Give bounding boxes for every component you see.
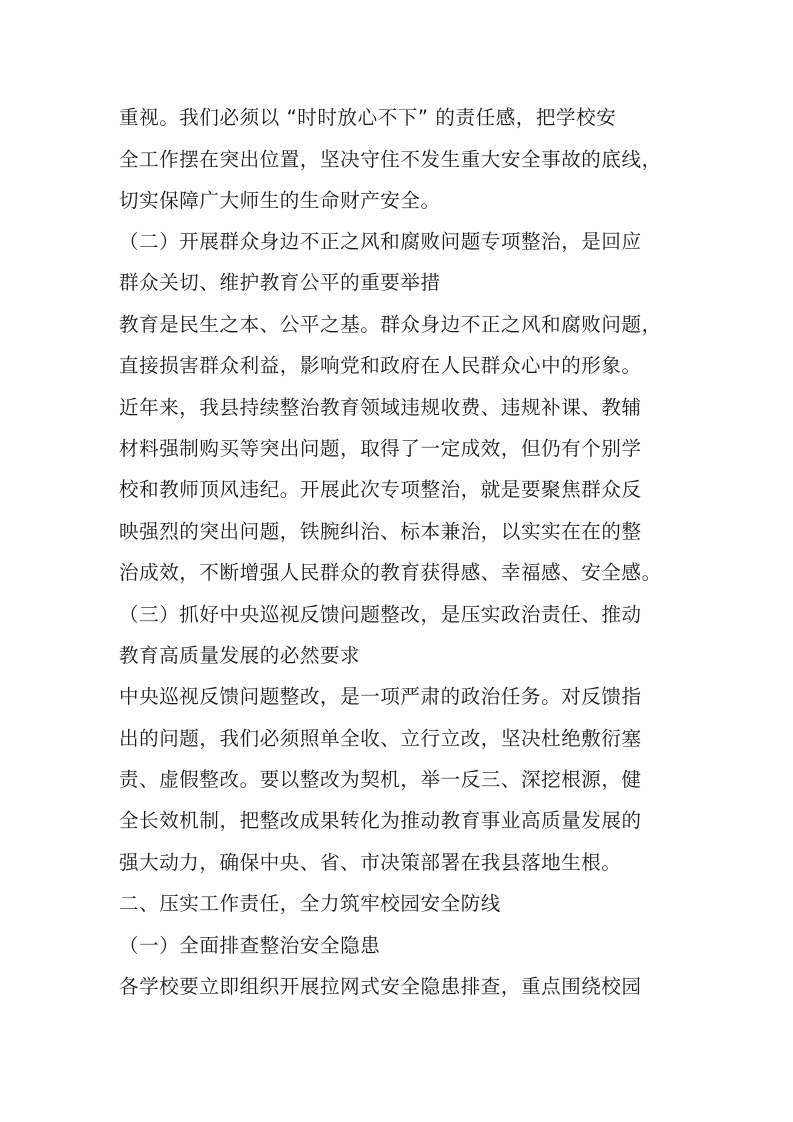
text-line: 近年来，我县持续整治教育领域违规收费、违规补课、教辅: [119, 396, 642, 419]
text-line: 中央巡视反馈问题整改，是一项严肃的政治任务。对反馈指: [119, 685, 642, 708]
text-line: 各学校要立即组织开展拉网式安全隐患排查，重点围绕校园: [119, 975, 642, 998]
text-line: 校和教师顶风违纪。开展此次专项整治，就是要聚焦群众反: [119, 478, 642, 501]
text-line: 材料强制购买等突出问题，取得了一定成效，但仍有个别学: [119, 437, 642, 460]
text-line: 出的问题，我们必须照单全收、立行立改，坚决杜绝敷衍塞: [119, 727, 642, 750]
text-line: 映强烈的突出问题，铁腕纠治、标本兼治，以实实在在的整: [119, 520, 642, 543]
section-heading: （三）抓好中央巡视反馈问题整改，是压实政治责任、推动: [119, 603, 642, 626]
section-heading: 二、压实工作责任，全力筑牢校园安全防线: [119, 892, 501, 915]
section-heading: 教育高质量发展的必然要求: [119, 644, 361, 667]
text-line: 教育是民生之本、公平之基。群众身边不正之风和腐败问题，: [119, 313, 662, 336]
text-line: 治成效，不断增强人民群众的教育获得感、幸福感、安全感。: [119, 561, 662, 584]
section-heading: （二）开展群众身边不正之风和腐败问题专项整治，是回应: [119, 230, 642, 253]
section-heading: 群众关切、维护教育公平的重要举措: [119, 271, 441, 294]
text-line: 责、虚假整改。要以整改为契机，举一反三、深挖根源，健: [119, 768, 642, 791]
text-line: 直接损害群众利益，影响党和政府在人民群众心中的形象。: [119, 354, 642, 377]
text-line: 全长效机制，把整改成果转化为推动教育事业高质量发展的: [119, 809, 642, 832]
text-line: 切实保障广大师生的生命财产安全。: [119, 189, 441, 212]
text-line: 强大动力，确保中央、省、市决策部署在我县落地生根。: [119, 851, 622, 874]
subsection-heading: （一）全面排查整治安全隐患: [119, 934, 381, 957]
text-line: 全工作摆在突出位置，坚决守住不发生重大安全事故的底线，: [119, 148, 662, 171]
text-line: 重视。我们必须以 “时时放心不下” 的责任感，把学校安: [119, 106, 617, 129]
